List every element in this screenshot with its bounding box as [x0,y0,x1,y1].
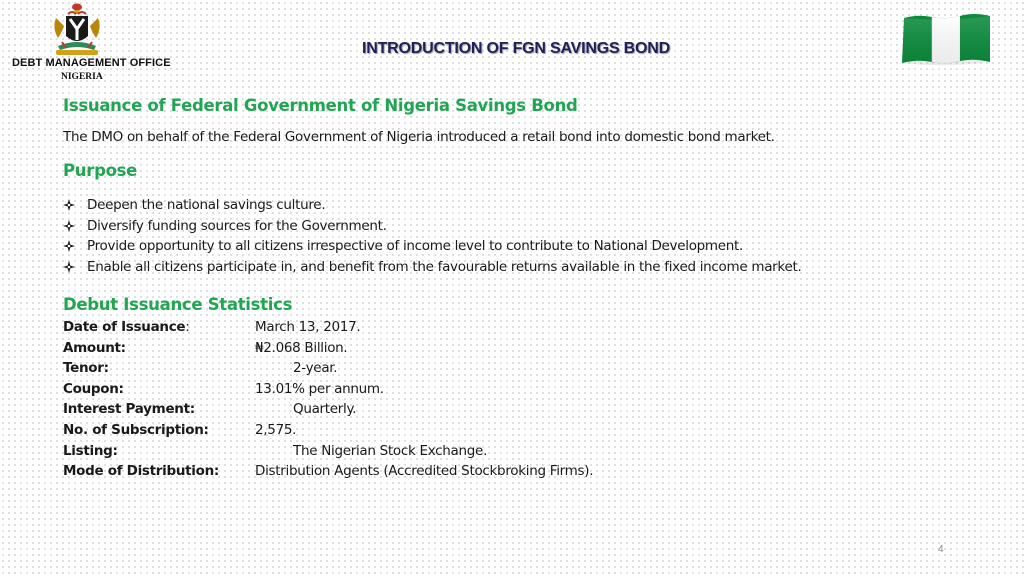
purpose-heading: Purpose [63,161,138,180]
stats-value: Quarterly. [293,401,357,418]
issuance-heading: Issuance of Federal Government of Nigeria Savings Bond [63,96,578,115]
stats-value: March 13, 2017. [255,319,361,335]
diamond-bullet-icon [63,220,75,232]
list-item-text: Provide opportunity to all citizens irrespective of income level to contribute to National Development. [87,238,744,254]
stats-heading: Debut Issuance Statistics [63,295,293,314]
stats-label: Interest Payment: [63,401,195,418]
stats-label: Mode of Distribution: [63,463,220,480]
organization-name: DEBT MANAGEMENT OFFICE [12,57,171,69]
diamond-bullet-icon [63,199,75,211]
list-item-text: Enable all citizens participate in, and benefit from the favourable returns available in the fixed income market. [87,258,802,275]
list-item-text: Diversify funding sources for the Government. [87,217,387,234]
stats-value: The Nigerian Stock Exchange. [293,442,488,459]
stats-value: 2,575. [255,421,297,438]
stats-row-coupon [63,379,963,400]
page-number: 4 [938,544,944,555]
stats-label: Coupon: [63,380,124,397]
stats-table [63,317,963,482]
diamond-bullet-icon [63,261,75,273]
list-item [63,216,963,237]
issuance-text: The DMO on behalf of the Federal Government of Nigeria introduced a retail bond into domestic bond market. [63,129,775,145]
purpose-list [63,195,963,277]
stats-label: Tenor: [63,360,109,377]
stats-label [63,317,255,338]
stats-row-amount [63,338,963,359]
stats-label-text: Date of Issuance [63,319,186,335]
slide-title: INTRODUCTION OF FGN SAVINGS BOND [362,40,670,57]
stats-row-listing [63,441,963,462]
stats-row-distribution [63,461,963,482]
list-item-text: Deepen the national savings culture. [87,197,326,213]
stats-row-tenor [63,358,963,379]
list-item [63,257,963,278]
stats-label: Amount: [63,339,126,356]
stats-row-interest-payment [63,399,963,420]
stats-row-subscription [63,420,963,441]
stats-label-suffix: : [185,319,190,335]
list-item [63,195,963,216]
stats-label: No. of Subscription: [63,421,209,438]
nigeria-flag-icon [898,12,994,68]
stats-value: 13.01% per annum. [255,380,384,397]
stats-row-date [63,317,963,338]
list-item [63,236,963,257]
stats-value: ₦2.068 Billion. [255,339,348,356]
organization-country: NIGERIA [61,72,103,82]
coat-of-arms-icon [48,2,106,58]
stats-value: Distribution Agents (Accredited Stockbroking Firms). [255,463,594,480]
diamond-bullet-icon [63,240,75,252]
stats-value: 2-year. [293,360,338,377]
slide-content [63,96,963,482]
stats-label: Listing: [63,442,118,459]
